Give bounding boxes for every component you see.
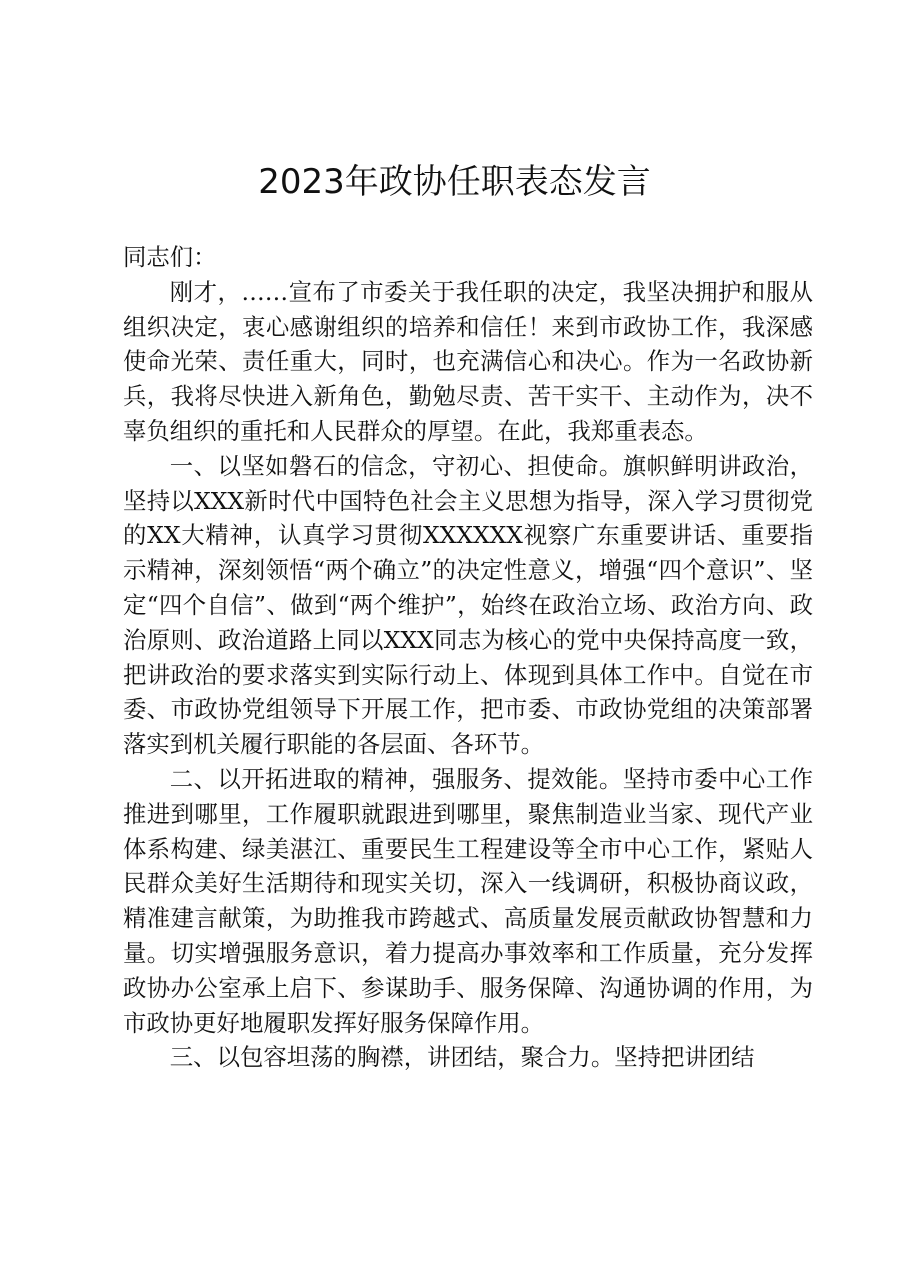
paragraph-opening: 刚才，……宣布了市委关于我任职的决定，我坚决拥护和服从组织决定，衷心感谢组织的培养和信任！来到市政协工作，我深感使命光荣、责任重大，同时，也充满信心和决心。作为一名政协新兵，我将尽快进入新角色，勤勉尽责、苦干实干、主动作为，决不辜负组织的重托和人民群众的厚望。在此，我郑重表态。 <box>123 277 813 445</box>
paragraph-section-one: 一、以坚如磐石的信念，守初心、担使命。旗帜鲜明讲政治，坚持以XXX新时代中国特色社会主义思想为指导，深入学习贯彻党的XX大精神，认真学习贯彻XXXXXX视察广东重要讲话、重要指示精神，深刻领悟“两个确立”的决定性意义，增强“四个意识”、坚定“四个自信”、做到“两个维护”，始终在政治立场、政治方向、政治原则、政治道路上同以XXX同志为核心的党中央保持高度一致，把讲政治的要求落实到实际行动上、体现到具体工作中。自觉在市委、市政协党组领导下开展工作，把市委、市政协党组的决策部署落实到机关履行职能的各层面、各环节。 <box>123 451 813 759</box>
document-title: 2023年政协任职表态发言 <box>258 162 651 202</box>
paragraph-section-two: 二、以开拓进取的精神，强服务、提效能。坚持市委中心工作推进到哪里，工作履职就跟进到哪里，聚焦制造业当家、现代产业体系构建、绿美湛江、重要民生工程建设等全市中心工作，紧贴人民群众美好生活期待和现实关切，深入一线调研，积极协商议政，精准建言献策，为助推我市跨越式、高质量发展贡献政协智慧和力量。切实增强服务意识，着力提高办事效率和工作质量，充分发挥政协办公室承上启下、参谋助手、服务保障、沟通协调的作用，为市政协更好地履职发挥好服务保障作用。 <box>123 764 813 1037</box>
paragraph-section-three: 三、以包容坦荡的胸襟，讲团结，聚合力。坚持把讲团结 <box>169 1043 755 1072</box>
document-body <box>123 240 813 1075</box>
salutation: 同志们： <box>123 243 217 271</box>
